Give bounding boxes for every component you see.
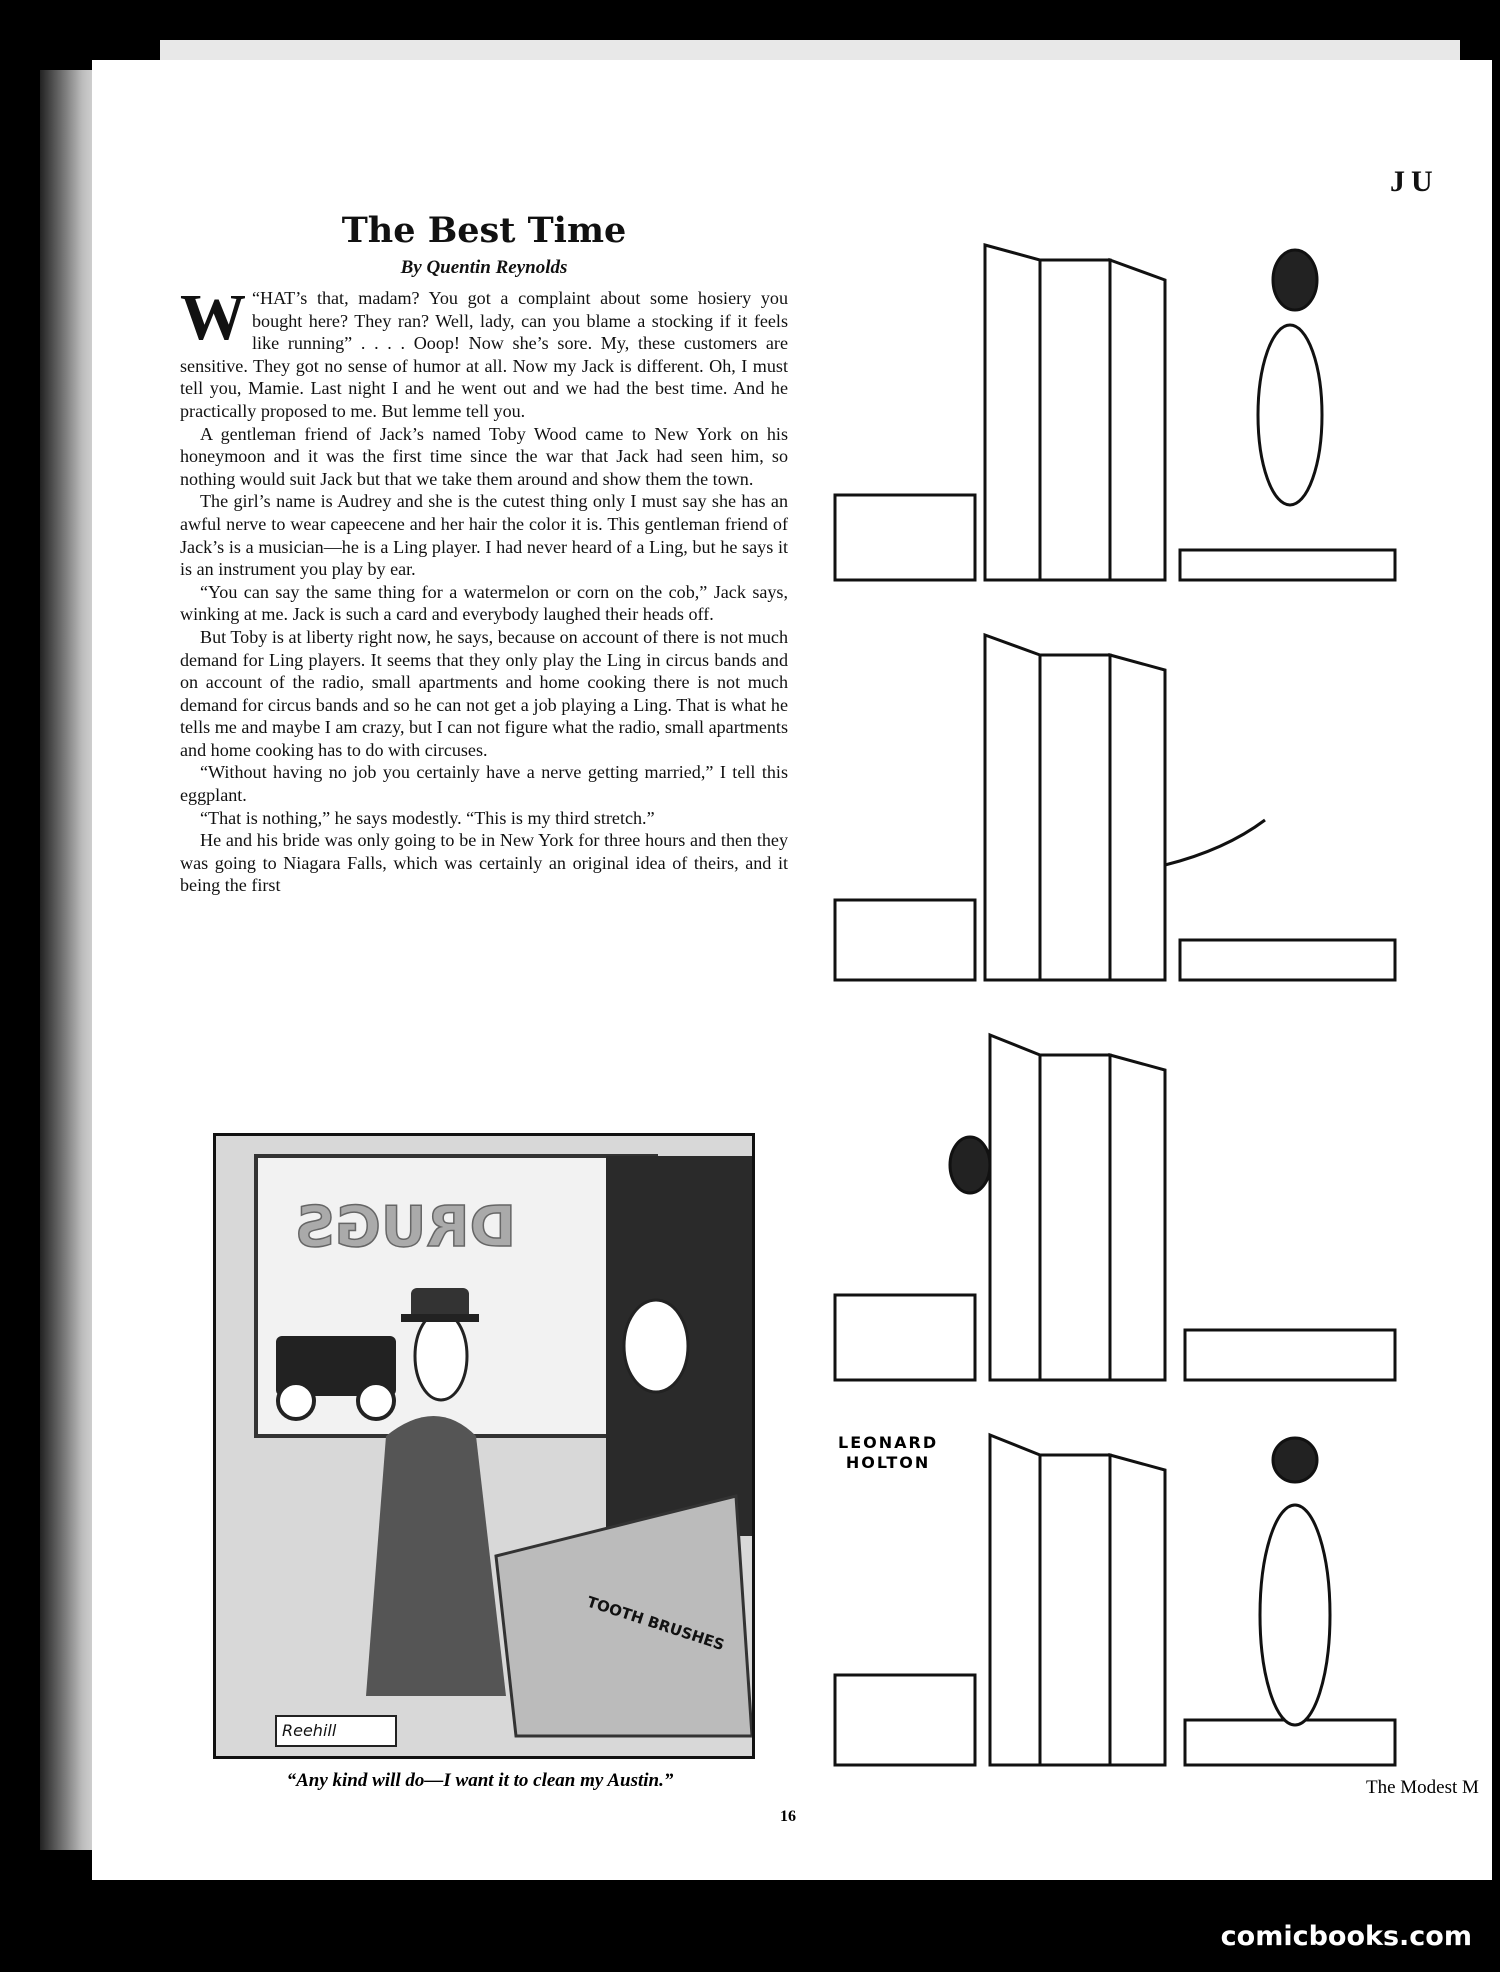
comic-strip (825, 235, 1415, 1775)
strip-artist-credit: LEONARD HOLTON (838, 1433, 939, 1472)
cartoon-caption: “Any kind will do—I want it to clean my Austin.” (286, 1770, 674, 1791)
window-sign-text: DRUGS (294, 1195, 516, 1260)
running-header-fragment: JU (1390, 165, 1439, 198)
article-paragraph: The girl’s name is Audrey and she is the cutest thing only I must say she has an awful nerve to wear capeecene and her hair the color it is. This gentleman friend of Jack’s is a musician—he is a Ling player. I had never heard of a Ling, but he says it is an instrument you play by ear. (180, 491, 788, 580)
article-paragraph: A gentleman friend of Jack’s named Toby Wood came to New York on his honeymoon and it was the first time since the war that Jack had seen him, so nothing would suit Jack but that we take them around and show them the town. (180, 423, 788, 489)
article-paragraph: He and his bride was only going to be in New York for three hours and then they was going to Niagara Falls, which was certainly an original idea of theirs, and it being the first (180, 830, 788, 896)
article-paragraph: W “HAT’s that, madam? You got a complaint about some hosiery you bought here? They ran? Well, lady, can you blame a stocking if it feels like running” . . . . Ooop! Now she’s sore. My, these customers are sensitive. They got no sense of humor at all. Now my Jack is different. Oh, I must tell you, Mamie. Last night I and he went out and we had the best time. And he practically proposed to me. But lemme tell you. (180, 281, 788, 421)
counter-sign-text: TOOTH BRUSHES (584, 1592, 727, 1655)
strip-panel-3 (835, 1035, 1395, 1380)
article-paragraph: But Toby is at liberty right now, he says, because on account of there is not much demand for Ling players. It seems that they only play the Ling in circus bands and on account of the radio, small apartments and home cooking there is not much demand for circus bands and so he can not get a job playing a Ling. That is what he tells me and maybe I am crazy, but I can not figure what the radio, small apartments and home cooking has to do with circuses. (180, 626, 788, 760)
article-title: The Best Time (341, 210, 627, 251)
page-number: 16 (780, 1808, 796, 1825)
cartoon-signature: Reehill (282, 1721, 337, 1740)
article-byline: By Quentin Reynolds (400, 257, 568, 278)
strip-panel-1 (835, 245, 1395, 580)
watermark: comicbooks.com (1220, 1921, 1472, 1952)
drop-cap: W (180, 281, 246, 354)
strip-caption-fragment: The Modest M (1366, 1777, 1479, 1798)
drugstore-cartoon (213, 1133, 755, 1759)
article-paragraph: “That is nothing,” he says modestly. “This is my third stretch.” (200, 807, 655, 828)
article-paragraph: “You can say the same thing for a watermelon or corn on the cob,” Jack says, winking at me. Jack is such a card and everybody laughed their heads off. (180, 581, 788, 625)
article-paragraph: “Without having no job you certainly have a nerve getting married,” I tell this eggplant. (180, 762, 788, 806)
strip-panel-4 (835, 1435, 1395, 1765)
strip-panel-2 (835, 635, 1395, 980)
article (180, 210, 788, 897)
book-spine (40, 70, 100, 1850)
